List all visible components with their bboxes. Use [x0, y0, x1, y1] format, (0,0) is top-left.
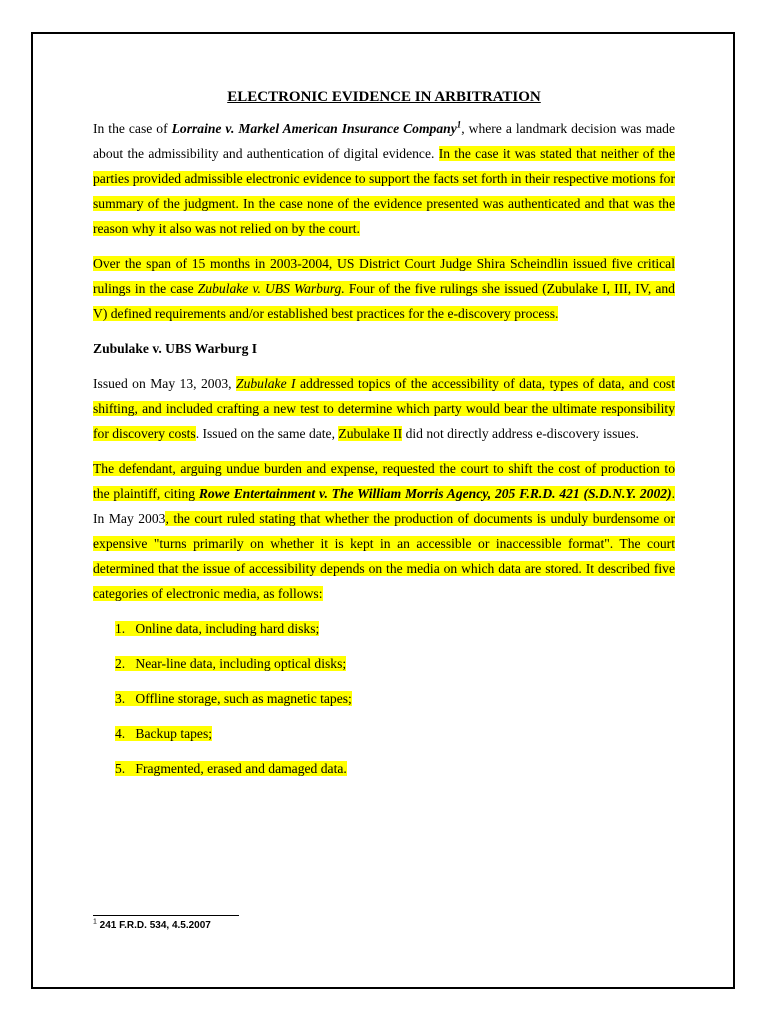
case-name-zubulake: Zubulake v. UBS Warburg. — [197, 281, 345, 296]
media-categories-list — [93, 616, 675, 781]
section-heading: Zubulake v. UBS Warburg I — [93, 341, 258, 356]
para1-highlight: In the case it was stated that neither of the parties provided admissible electronic evidence to support the facts set forth in their respective motions for summary of the judgment. In the case none of the evidence presented was authenticated and that was the reason why it also was not relied on by the court. — [93, 146, 675, 236]
list-item — [93, 651, 675, 676]
list-number: 2. — [115, 656, 126, 671]
list-text: Offline storage, such as magnetic tapes; — [135, 691, 352, 706]
footnote-number: 1 — [93, 918, 97, 926]
para3-text-1: Issued on May 13, 2003, — [93, 376, 237, 391]
para4-text-1: In May 2003 — [93, 511, 166, 526]
list-number: 3. — [115, 691, 126, 706]
para3-highlight-2: Zubulake II — [338, 426, 403, 441]
paragraph-zubulake-i — [93, 371, 675, 446]
list-text: Fragmented, erased and damaged data. — [135, 761, 347, 776]
list-item — [93, 721, 675, 746]
list-text: Online data, including hard disks; — [135, 621, 320, 636]
list-number: 5. — [115, 761, 126, 776]
case-name-zubulake-i: Zubulake I — [236, 376, 296, 391]
paragraph-defendant — [93, 456, 675, 606]
paragraph-zubulake-rulings — [93, 251, 675, 326]
para4-highlight-1: The defendant, arguing undue burden and expense, requested the court to shift the cost of production to the plaintiff, citing — [93, 461, 675, 501]
para2-highlight-2: Four of the five rulings she issued (Zubulake I, III, IV, and V) defined requirements and/or established best practices for the e-discovery process. — [93, 281, 675, 321]
list-text: Backup tapes; — [135, 726, 213, 741]
para1-text-2: , where a landmark decision was made about the admissibility and authentication of digital evidence. — [93, 121, 676, 161]
para3-text-3: did not directly address e-discovery issues. — [402, 426, 639, 441]
document-title: ELECTRONIC EVIDENCE IN ARBITRATION — [227, 89, 541, 105]
list-item — [93, 616, 675, 641]
list-item — [93, 686, 675, 711]
list-number: 1. — [115, 621, 126, 636]
case-name-rowe: Rowe Entertainment v. The William Morris Agency, 205 F.R.D. 421 (S.D.N.Y. 2002) — [198, 486, 672, 501]
paragraph-lorraine — [93, 116, 675, 241]
para4-highlight-3: , the court ruled stating that whether the production of documents is unduly burdensome or expensive "turns primarily on whether it is kept in an accessible or inaccessible format". The court determined that the issue of accessibility depends on the media on which data are stored. It described five categories of electronic media, as follows: — [93, 511, 675, 601]
para3-highlight-1: addressed topics of the accessibility of data, types of data, and cost shifting, and included crafting a new test to determine which party would bear the ultimate responsibility for discovery costs — [93, 376, 675, 441]
case-name-lorraine: Lorraine v. Markel American Insurance Company — [171, 121, 457, 136]
footnote-ref[interactable]: 1 — [456, 119, 462, 130]
footnote-text: 241 F.R.D. 534, 4.5.2007 — [96, 920, 211, 931]
para4-highlight-2: . — [671, 486, 675, 501]
para2-highlight-1: Over the span of 15 months in 2003-2004, US District Court Judge Shira Scheindlin issued five critical rulings in the case — [93, 256, 675, 296]
document-body — [93, 86, 675, 791]
list-item — [93, 756, 675, 781]
para3-text-2: . Issued on the same date, — [195, 426, 339, 441]
footnote-separator — [93, 915, 239, 916]
list-number: 4. — [115, 726, 126, 741]
footnote — [93, 920, 211, 931]
para1-text-1: In the case of — [93, 121, 172, 136]
list-text: Near-line data, including optical disks; — [135, 656, 347, 671]
